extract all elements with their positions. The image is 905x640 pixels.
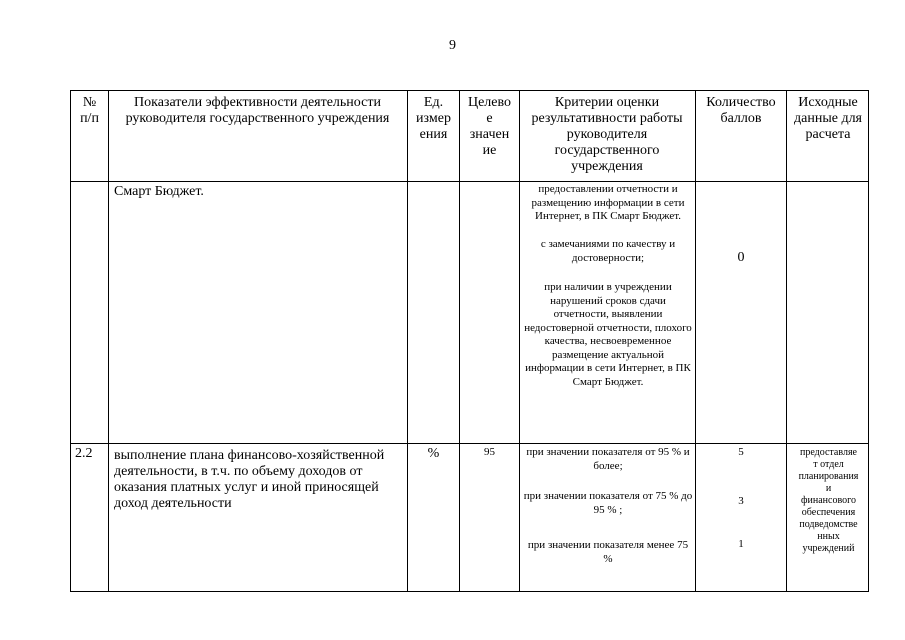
row2-points-1: 5: [738, 446, 744, 458]
row2-points-3: 1: [738, 538, 744, 550]
header-source: Исходные данные для расчета: [794, 95, 862, 142]
row2-num: 2.2: [75, 446, 93, 461]
row1-points: 0: [737, 250, 745, 265]
row2-criteria-3: при значении показателя менее 75 %: [527, 539, 689, 565]
row2-source: предоставляе т отдел планирования и финансового обеспечения подведомстве нных учреждений: [798, 447, 859, 554]
row-divider: [71, 443, 868, 444]
header-num: № п/п: [80, 95, 99, 126]
indicators-table: [70, 90, 869, 592]
column-divider: [459, 91, 460, 591]
row2-points-2: 3: [738, 495, 744, 507]
column-divider: [519, 91, 520, 591]
row2-criteria-2: при значении показателя от 75 % до 95 % ;: [523, 490, 693, 516]
column-divider: [695, 91, 696, 591]
header-points: Количество баллов: [706, 95, 776, 126]
row1-criteria-3: при наличии в учреждении нарушений сроков сдачи отчетности, выявлении недостоверной отчетности, плохого качества, несвоевременное размещение актуальной информации в сети Интернет, в ПК Смарт Бюджет.: [524, 281, 692, 388]
row1-criteria-2: с замечаниями по качеству и достоверности;: [540, 238, 676, 264]
row-divider: [71, 181, 868, 182]
column-divider: [108, 91, 109, 591]
row1-criteria-1: предоставлении отчетности и размещению информации в сети Интернет, в ПК Смарт Бюджет.: [531, 183, 685, 222]
row2-indicator: выполнение плана финансово-хозяйственной деятельности, в т.ч. по объему доходов от оказания платных услуг и иной приносящей доход деятельности: [114, 448, 385, 511]
header-unit: Ед. измер ения: [416, 95, 451, 142]
row2-criteria-1: при значении показателя от 95 % и более;: [526, 446, 690, 472]
page-number: 9: [449, 38, 456, 53]
column-divider: [407, 91, 408, 591]
row2-unit: %: [427, 446, 440, 461]
header-indicator: Показатели эффективности деятельности руководителя государственного учреждения: [125, 95, 390, 126]
row1-indicator: Смарт Бюджет.: [114, 184, 204, 199]
row2-target: 95: [484, 446, 495, 458]
header-criteria: Критерии оценки результативности работы руководителя государственного учреждения: [531, 95, 683, 174]
header-target: Целево е значен ие: [467, 95, 512, 158]
